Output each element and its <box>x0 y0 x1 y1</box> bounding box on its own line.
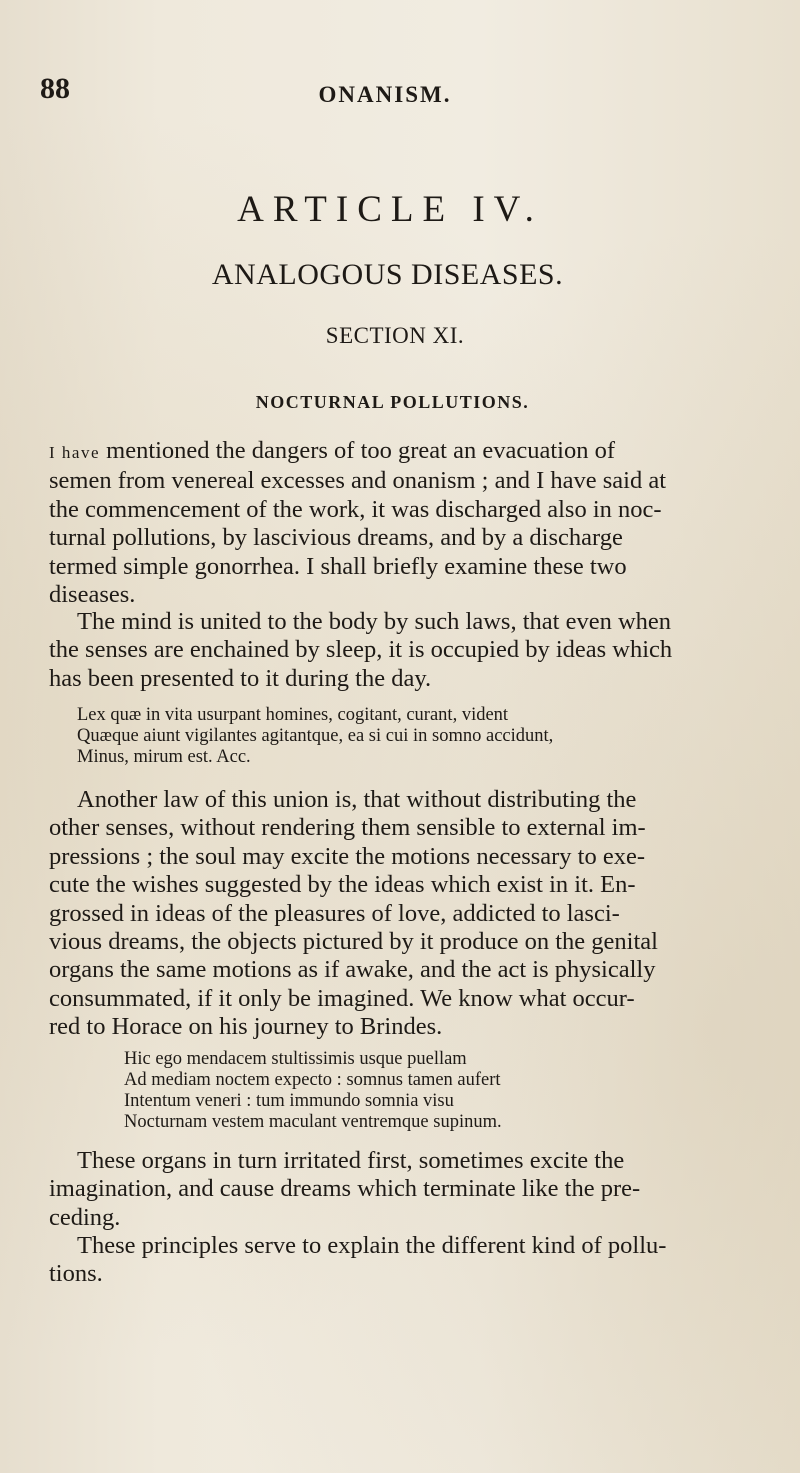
text-line: imagination, and cause dreams which terminate like the pre- <box>49 1175 641 1203</box>
text-line: diseases. <box>49 581 136 609</box>
subject-heading: NOCTURNAL POLLUTIONS. <box>255 392 530 412</box>
verse-line: Minus, mirum est. Acc. <box>77 747 251 767</box>
verse-line: Hic ego mendacem stultissimis usque puellam <box>124 1049 467 1069</box>
verse-line: Ad mediam noctem expecto : somnus tamen aufert <box>124 1070 501 1090</box>
text-line: vious dreams, the objects pictured by it produce on the genital <box>49 928 658 956</box>
text-line: turnal pollutions, by lascivious dreams, and by a discharge <box>49 524 623 552</box>
text-line: I have mentioned the dangers of too great an evacuation of <box>49 437 616 464</box>
verse-line: Intentum veneri : tum immundo somnia visu <box>124 1091 454 1111</box>
text-line: grossed in ideas of the pleasures of love, addicted to lasci- <box>49 899 620 927</box>
text-line: the commencement of the work, it was discharged also in noc- <box>49 495 662 523</box>
verse-line: Nocturnam vestem maculant ventremque supinum. <box>124 1112 502 1132</box>
text-line: ceding. <box>49 1203 121 1231</box>
text-line: cute the wishes suggested by the ideas which exist in it. En- <box>49 871 636 899</box>
article-heading: ARTICLE IV. <box>237 189 543 230</box>
paragraph-mind <box>49 608 765 693</box>
running-head: ONANISM. <box>318 82 452 107</box>
small-caps-opening: I have <box>49 443 101 462</box>
page-number: 88 <box>40 72 70 105</box>
text-line: These organs in turn irritated first, sometimes excite the <box>77 1147 625 1174</box>
text-line: consummated, if it only be imagined. We know what occur- <box>49 984 635 1012</box>
paragraph-principles <box>49 1232 765 1289</box>
text-line: Another law of this union is, that without distributing the <box>77 786 637 813</box>
text-line: red to Horace on his journey to Brindes. <box>49 1013 443 1041</box>
section-heading: SECTION XI. <box>325 323 465 348</box>
chapter-heading: ANALOGOUS DISEASES. <box>211 258 564 291</box>
paragraph-intro <box>49 437 765 609</box>
text-line: semen from venereal excesses and onanism ; and I have said at <box>49 467 667 495</box>
text-line: termed simple gonorrhea. I shall briefly examine these two <box>49 552 627 580</box>
paragraph-organs <box>49 1147 765 1232</box>
text-line: These principles serve to explain the different kind of pollu- <box>77 1232 667 1259</box>
text-line: has been presented to it during the day. <box>49 664 432 692</box>
text-line: The mind is united to the body by such laws, that even when <box>77 608 672 635</box>
text-line: organs the same motions as if awake, and the act is physically <box>49 956 656 984</box>
text-line: the senses are enchained by sleep, it is occupied by ideas which <box>49 636 673 664</box>
latin-quotation <box>77 705 553 768</box>
verse-line: Lex quæ in vita usurpant homines, cogitant, curant, vident <box>77 705 509 725</box>
verse-line: Quæque aiunt vigilantes agitantque, ea si cui in somno accidunt, <box>77 726 554 746</box>
text-line: other senses, without rendering them sensible to external im- <box>49 814 646 842</box>
text-line: tions. <box>49 1260 103 1288</box>
horace-quotation <box>124 1049 502 1133</box>
text-line: pressions ; the soul may excite the motions necessary to exe- <box>49 842 646 870</box>
paragraph-another-law <box>49 786 765 1042</box>
